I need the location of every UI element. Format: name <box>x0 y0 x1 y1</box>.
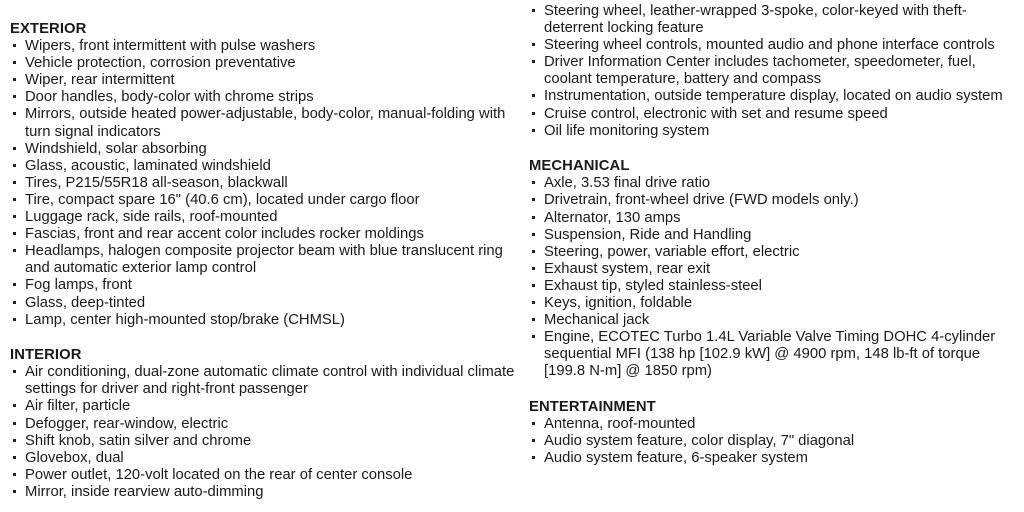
mechanical-list <box>529 175 1024 380</box>
list-item: Exhaust system, rear exit <box>529 261 1024 278</box>
list-item: Wiper, rear intermittent <box>10 72 515 89</box>
list-item: Exhaust tip, styled stainless-steel <box>529 278 1024 295</box>
interior-list <box>10 364 515 501</box>
list-item: Glass, deep-tinted <box>10 295 515 312</box>
list-item: Glass, acoustic, laminated windshield <box>10 158 515 175</box>
list-item: Power outlet, 120-volt located on the rear of center console <box>10 467 515 484</box>
list-item: Door handles, body-color with chrome strips <box>10 89 515 106</box>
list-item: Mechanical jack <box>529 312 1024 329</box>
list-item: Audio system feature, color display, 7" diagonal <box>529 433 1024 450</box>
list-item: Shift knob, satin silver and chrome <box>10 433 515 450</box>
list-item: Air filter, particle <box>10 398 515 415</box>
list-item: Lamp, center high-mounted stop/brake (CHMSL) <box>10 312 515 329</box>
list-item: Audio system feature, 6-speaker system <box>529 450 1024 467</box>
list-item: Tire, compact spare 16" (40.6 cm), located under cargo floor <box>10 192 515 209</box>
section-title-interior: INTERIOR <box>10 347 82 364</box>
list-item: Steering, power, variable effort, electric <box>529 244 1024 261</box>
right-column <box>529 3 1024 467</box>
list-item: Tires, P215/55R18 all-season, blackwall <box>10 175 515 192</box>
list-item: Mirrors, outside heated power-adjustable, body-color, manual-folding with turn signal indicators <box>10 106 515 140</box>
left-column <box>10 21 515 501</box>
list-item: Alternator, 130 amps <box>529 210 1024 227</box>
section-title-mechanical: MECHANICAL <box>529 158 630 175</box>
section-title-entertainment: ENTERTAINMENT <box>529 398 656 415</box>
list-item: Windshield, solar absorbing <box>10 141 515 158</box>
list-item: Vehicle protection, corrosion preventative <box>10 55 515 72</box>
list-item: Fog lamps, front <box>10 277 515 294</box>
section-mechanical <box>529 158 1024 380</box>
list-item: Axle, 3.53 final drive ratio <box>529 175 1024 192</box>
section-entertainment <box>529 399 1024 467</box>
list-item: Drivetrain, front-wheel drive (FWD models only.) <box>529 192 1024 209</box>
list-item: Cruise control, electronic with set and resume speed <box>529 106 1024 123</box>
entertainment-list <box>529 416 1024 467</box>
list-item: Engine, ECOTEC Turbo 1.4L Variable Valve Timing DOHC 4-cylinder sequential MFI (138 hp [102.9 kW] @ 4900 rpm, 148 lb-ft of torque [199.8 N-m] @ 1850 rpm) <box>529 329 1024 380</box>
exterior-list <box>10 38 515 329</box>
list-item: Defogger, rear-window, electric <box>10 416 515 433</box>
list-item: Glovebox, dual <box>10 450 515 467</box>
section-title-exterior: EXTERIOR <box>10 21 87 37</box>
list-item: Keys, ignition, foldable <box>529 295 1024 312</box>
list-item: Air conditioning, dual-zone automatic climate control with individual climate settings for driver and right-front passenger <box>10 364 515 398</box>
list-item: Steering wheel, leather-wrapped 3-spoke, color-keyed with theft-deterrent locking feature <box>529 3 1024 37</box>
list-item: Wipers, front intermittent with pulse washers <box>10 38 515 55</box>
section-interior <box>10 347 515 501</box>
list-item: Antenna, roof-mounted <box>529 416 1024 433</box>
list-item: Driver Information Center includes tachometer, speedometer, fuel, coolant temperature, battery and compass <box>529 54 1024 88</box>
list-item: Luggage rack, side rails, roof-mounted <box>10 209 515 226</box>
section-exterior <box>10 21 515 329</box>
continued-list <box>529 3 1024 140</box>
list-item: Fascias, front and rear accent color includes rocker moldings <box>10 226 515 243</box>
list-item: Oil life monitoring system <box>529 123 1024 140</box>
list-item: Instrumentation, outside temperature display, located on audio system <box>529 88 1024 105</box>
list-item: Suspension, Ride and Handling <box>529 227 1024 244</box>
list-item: Steering wheel controls, mounted audio and phone interface controls <box>529 37 1024 54</box>
list-item: Mirror, inside rearview auto-dimming <box>10 484 515 501</box>
list-item: Headlamps, halogen composite projector beam with blue translucent ring and automatic exterior lamp control <box>10 243 515 277</box>
